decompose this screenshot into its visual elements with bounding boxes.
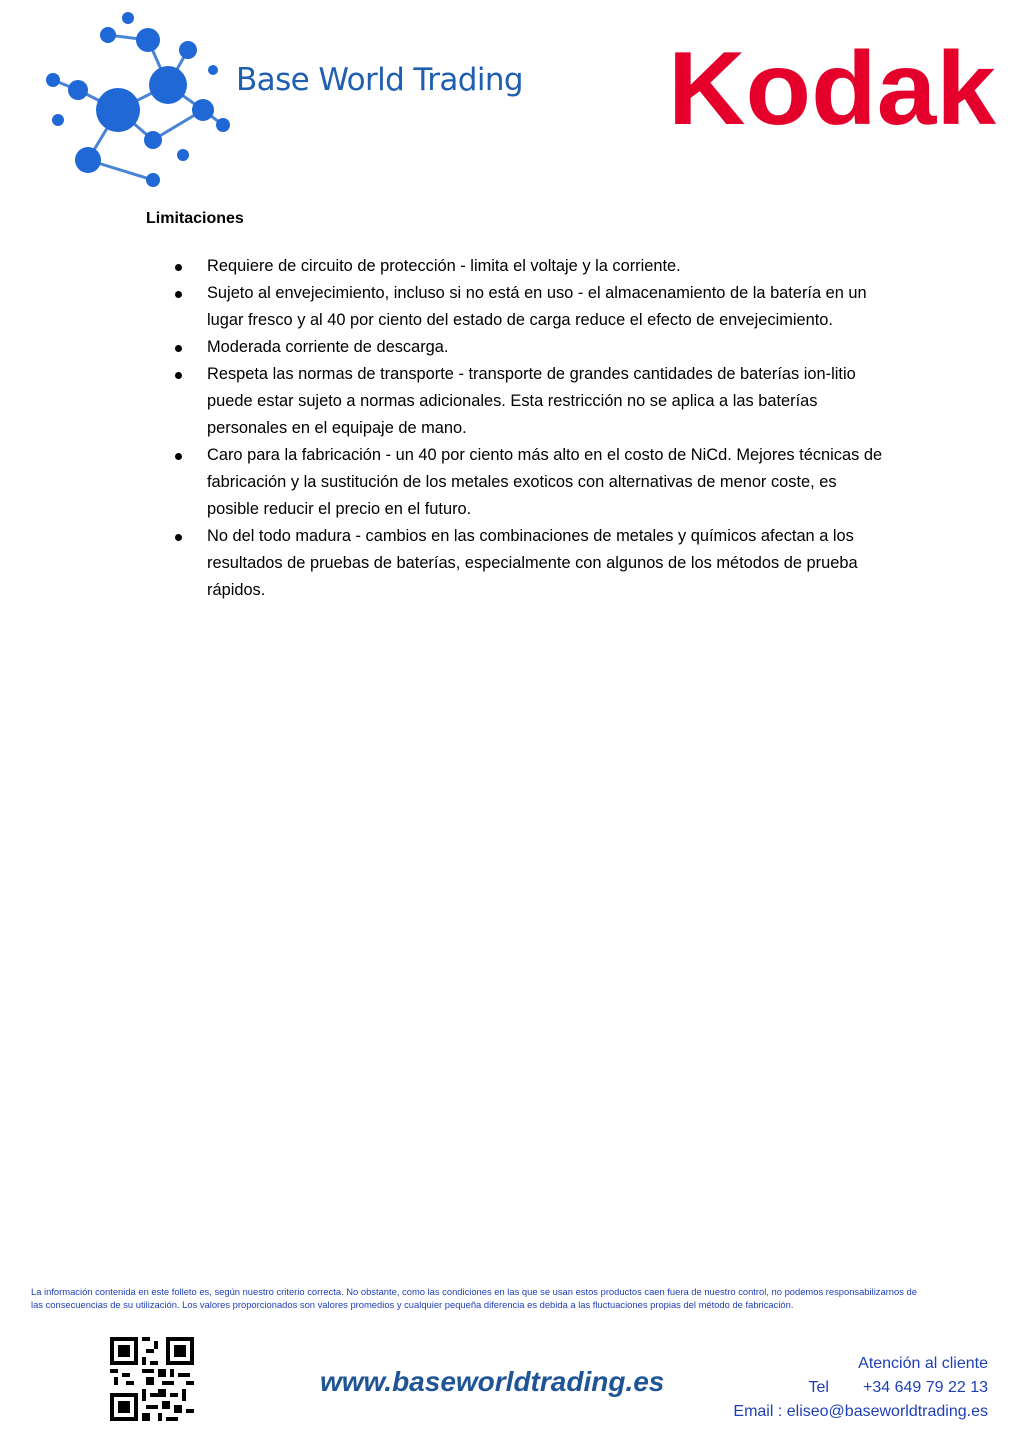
kodak-logo xyxy=(668,40,998,132)
list-item xyxy=(170,361,890,442)
contact-email[interactable]: Email : eliseo@baseworldtrading.es xyxy=(733,1403,988,1420)
list-item-text: Respeta las normas de transporte - transporte de grandes cantidades de baterías ion-litio puede estar sujeto a normas adicionales. Esta restricción no se aplica a las baterías personales en el equipaje de mano. xyxy=(207,365,856,437)
website-link[interactable]: www.baseworldtrading.es xyxy=(320,1366,665,1397)
tel-value[interactable]: +34 649 79 22 13 xyxy=(862,1379,988,1396)
disclaimer-line: La información contenida en este folleto es, según nuestro criterio correcta. No obstante, como las condiciones en las que se usan estos productos caen fuera de nuestro control, no podemos responsabilizarnos de xyxy=(31,1286,917,1297)
list-item xyxy=(170,523,890,604)
list-item-text: Sujeto al envejecimiento, incluso si no está en uso - el almacenamiento de la batería en un lugar fresco y al 40 por ciento del estado de carga reduce el efecto de envejecimiento. xyxy=(207,284,867,329)
list-item-text: Moderada corriente de descarga. xyxy=(207,338,449,356)
bullet-icon xyxy=(175,264,182,271)
contact-title: Atención al cliente xyxy=(858,1355,988,1372)
contact-block xyxy=(733,1352,988,1424)
list-item xyxy=(170,280,890,334)
list-item xyxy=(170,253,890,280)
brand-logo-icon xyxy=(28,10,233,190)
disclaimer-line: las consecuencias de su utilización. Los valores proporcionados son valores promedios y cualquier pequeña diferencia es debida a las fluctuaciones propias del método de fabricación. xyxy=(31,1299,794,1310)
bullet-icon xyxy=(175,534,182,541)
bullet-icon xyxy=(175,372,182,379)
list-item-text: Requiere de circuito de protección - limita el voltaje y la corriente. xyxy=(207,257,681,275)
brand-name: Base World Trading xyxy=(236,62,523,98)
tel-label: Tel xyxy=(808,1379,829,1396)
limitations-list xyxy=(170,253,890,604)
kodak-logo-text: Kodak xyxy=(668,40,997,132)
qr-code-icon xyxy=(110,1337,194,1421)
disclaimer xyxy=(31,1285,1021,1311)
bullet-icon xyxy=(175,345,182,352)
list-item-text: Caro para la fabricación - un 40 por ciento más alto en el costo de NiCd. Mejores técnicas de fabricación y la sustitución de los metales exoticos con alternativas de menor coste, es posible reducir el precio en el futuro. xyxy=(207,446,883,518)
bullet-icon xyxy=(175,291,182,298)
bullet-icon xyxy=(175,453,182,460)
list-item xyxy=(170,334,890,361)
list-item xyxy=(170,442,890,523)
contact-tel xyxy=(733,1376,988,1400)
section-title: Limitaciones xyxy=(146,210,244,227)
list-item-text: No del todo madura - cambios en las combinaciones de metales y químicos afectan a los resultados de pruebas de baterías, especialmente con algunos de los métodos de prueba rápidos. xyxy=(207,527,858,599)
